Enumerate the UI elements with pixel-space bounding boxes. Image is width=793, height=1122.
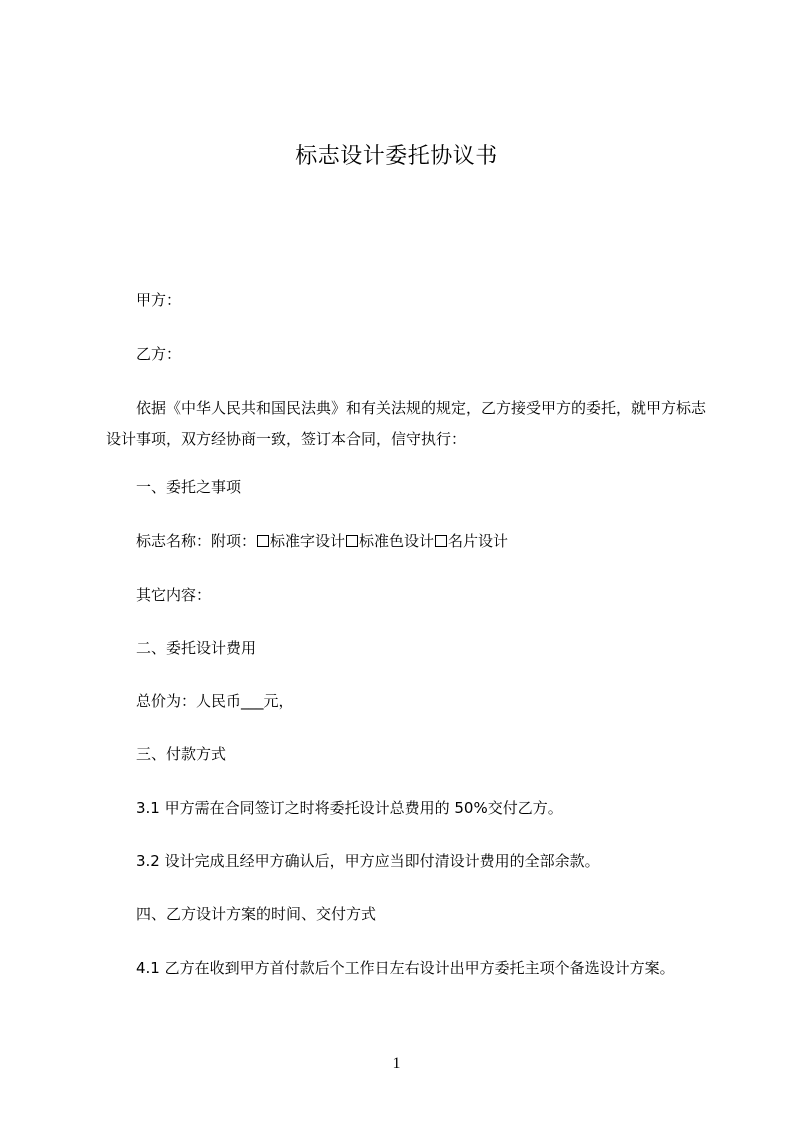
section-1-heading: 一、委托之事项 [136, 478, 242, 496]
section-4-heading: 四、乙方设计方案的时间、交付方式 [136, 905, 377, 923]
section-3-heading: 三、付款方式 [136, 745, 227, 763]
total-price-line: 总价为：人民币___元， [136, 692, 294, 710]
option-standard-font-label: 标准字设计 [270, 532, 346, 550]
checkbox-standard-font[interactable] [257, 535, 269, 547]
clause-3-1: 3.1 甲方需在合同签订之时将委托设计总费用的 50%交付乙方。 [136, 799, 563, 817]
logo-name-prefix: 标志名称：附项： [136, 532, 257, 550]
clause-4-1: 4.1 乙方在收到甲方首付款后个工作日左右设计出甲方委托主项个备选设计方案。 [136, 959, 675, 977]
intro-paragraph: 依据《中华人民共和国民法典》和有关法规的规定，乙方接受甲方的委托，就甲方标志设计事项，双方经协商一致，签订本合同，信守执行： [106, 399, 707, 448]
checkbox-business-card[interactable] [435, 535, 447, 547]
section-2-heading: 二、委托设计费用 [136, 639, 257, 657]
party-a-line: 甲方： [136, 291, 182, 309]
document-title: 标志设计委托协议书 [295, 144, 498, 169]
party-b-line: 乙方： [136, 345, 182, 363]
page-number: 1 [392, 1055, 401, 1072]
option-standard-color-label: 标准色设计 [359, 532, 435, 550]
checkbox-standard-color[interactable] [346, 535, 358, 547]
option-business-card-label: 名片设计 [448, 532, 509, 550]
clause-3-2: 3.2 设计完成且经甲方确认后，甲方应当即付清设计费用的全部余款。 [136, 852, 600, 870]
logo-name-line [136, 526, 716, 557]
other-content-line: 其它内容： [136, 586, 212, 604]
